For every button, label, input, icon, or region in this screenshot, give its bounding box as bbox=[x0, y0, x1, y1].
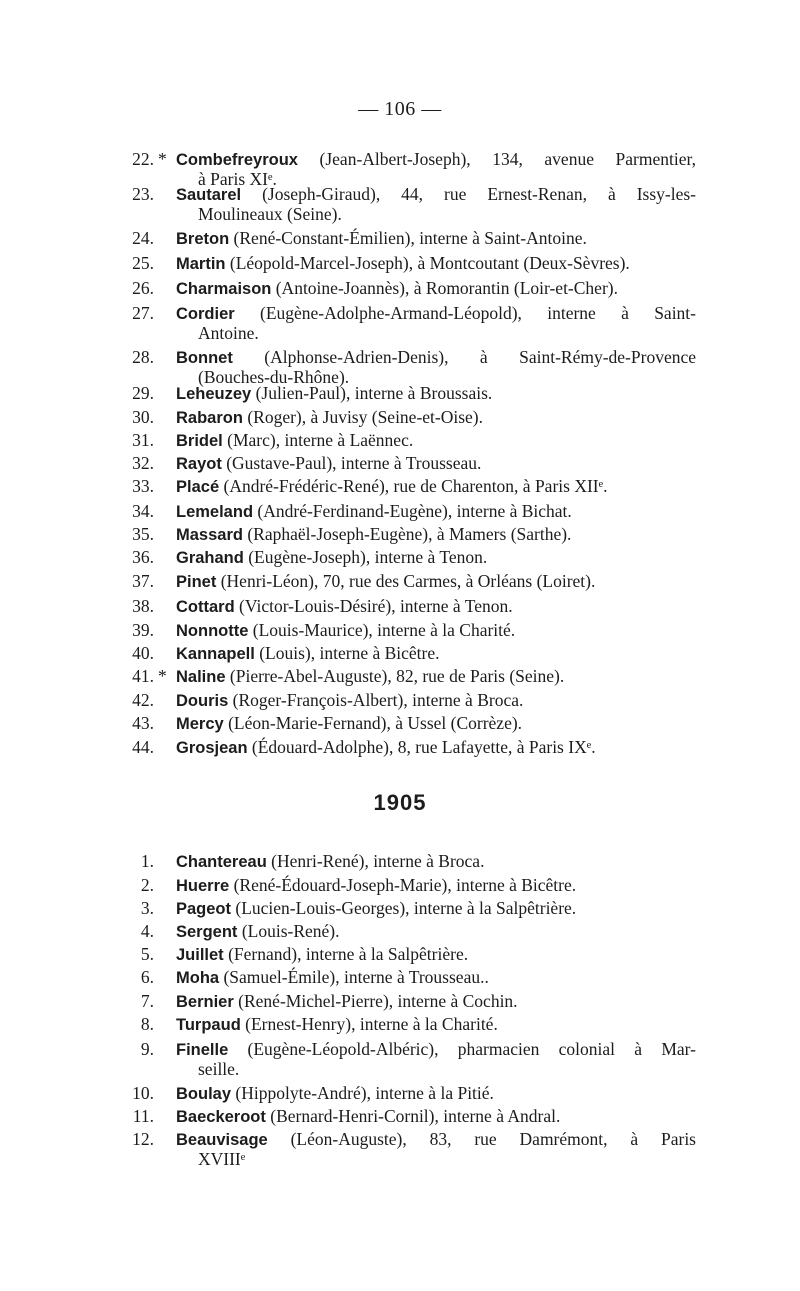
entry-text bbox=[176, 714, 696, 734]
entry-text bbox=[176, 738, 696, 758]
person-details: (André-Ferdinand-Eugène), interne à Bichat. bbox=[253, 501, 572, 521]
entry-first-line bbox=[176, 690, 523, 710]
entry-text bbox=[176, 667, 696, 687]
entry-first-line bbox=[176, 1129, 696, 1149]
person-name: Breton bbox=[176, 230, 230, 248]
entry-text bbox=[176, 477, 696, 497]
person-name: Boulay bbox=[176, 1085, 232, 1103]
person-details: (Louis), interne à Bicêtre. bbox=[254, 643, 440, 663]
entry-text bbox=[176, 852, 696, 872]
person-name: Grahand bbox=[176, 549, 244, 567]
entry-number: 4. bbox=[140, 921, 154, 941]
entry-continuation: Moulineaux (Seine). bbox=[198, 204, 342, 224]
entry-number: 22. bbox=[132, 149, 154, 169]
entry-number: 29. bbox=[132, 383, 154, 403]
entry-number: 12. bbox=[132, 1129, 154, 1149]
entry-text bbox=[176, 304, 696, 343]
entry-text bbox=[176, 229, 696, 249]
person-name: Beauvisage bbox=[176, 1131, 268, 1149]
entry-first-line bbox=[176, 737, 596, 757]
entry-number: 32. bbox=[132, 453, 154, 473]
entry-first-line bbox=[176, 407, 483, 427]
person-details: (Ernest-Henry), interne à la Charité. bbox=[240, 1014, 498, 1034]
entry-number: 7. bbox=[140, 991, 154, 1011]
entry-text bbox=[176, 691, 696, 711]
entry-number: 23. bbox=[132, 184, 154, 204]
person-details: (René-Édouard-Joseph-Marie), interne à Bicêtre. bbox=[229, 875, 577, 895]
entry-text bbox=[176, 1015, 696, 1035]
entry-number: 37. bbox=[132, 571, 154, 591]
entry-text bbox=[176, 454, 696, 474]
entry-first-line bbox=[176, 1083, 494, 1103]
person-details: (Roger-François-Albert), interne à Broca. bbox=[228, 690, 524, 710]
entry-number: 5. bbox=[140, 944, 154, 964]
person-details: (Victor-Louis-Désiré), interne à Tenon. bbox=[234, 596, 513, 616]
entry-text bbox=[176, 254, 696, 274]
entry-text bbox=[176, 945, 696, 965]
person-name: Baeckeroot bbox=[176, 1108, 266, 1126]
person-name: Bonnet bbox=[176, 349, 233, 367]
entry-first-line bbox=[176, 453, 481, 473]
entry-number: 24. bbox=[132, 228, 154, 248]
person-details: (Gustave-Paul), interne à Trousseau. bbox=[221, 453, 482, 473]
person-name: Mercy bbox=[176, 715, 224, 733]
person-name: Nonnotte bbox=[176, 622, 249, 640]
person-name: Moha bbox=[176, 969, 220, 987]
person-details: (Eugène-Adolphe-Armand-Léopold), interne à Saint- bbox=[234, 303, 696, 323]
entry-first-line bbox=[176, 967, 489, 987]
entry-text bbox=[176, 899, 696, 919]
year-heading: 1905 bbox=[373, 790, 427, 815]
person-details: (René-Michel-Pierre), interne à Cochin. bbox=[233, 991, 518, 1011]
person-name: Martin bbox=[176, 255, 226, 273]
person-details: (Henri-René), interne à Broca. bbox=[266, 851, 485, 871]
entry-number: 31. bbox=[132, 430, 154, 450]
entry-number: 1. bbox=[140, 851, 154, 871]
entry-number: 43. bbox=[132, 713, 154, 733]
entry-first-line bbox=[176, 1106, 560, 1126]
entry-number: 26. bbox=[132, 278, 154, 298]
person-details: (Marc), interne à Laënnec. bbox=[222, 430, 414, 450]
entry-number: 44. bbox=[132, 737, 154, 757]
entry-number: 25. bbox=[132, 253, 154, 273]
entry-continuation: Antoine. bbox=[198, 323, 259, 343]
entry-first-line bbox=[176, 851, 484, 871]
entry-number: 38. bbox=[132, 596, 154, 616]
person-details: (Joseph-Giraud), 44, rue Ernest-Renan, à Issy-les- bbox=[241, 184, 696, 204]
person-details: (Antoine-Joannès), à Romorantin (Loir-et-Cher). bbox=[271, 278, 618, 298]
entry-text bbox=[176, 922, 696, 942]
entry-first-line bbox=[176, 991, 518, 1011]
person-name: Bernier bbox=[176, 993, 234, 1011]
entry-text bbox=[176, 384, 696, 404]
person-details: (Eugène-Joseph), interne à Tenon. bbox=[243, 547, 488, 567]
person-details: (Roger), à Juvisy (Seine-et-Oise). bbox=[242, 407, 484, 427]
entry-text bbox=[176, 876, 696, 896]
person-name: Combefreyroux bbox=[176, 151, 298, 169]
entry-number: 28. bbox=[132, 347, 154, 367]
person-name: Massard bbox=[176, 526, 243, 544]
entry-text bbox=[176, 348, 696, 387]
entry-number: 33. bbox=[132, 476, 154, 496]
person-details: (Louis-Maurice), interne à la Charité. bbox=[248, 620, 516, 640]
entry-continuation: à Paris XIᵉ. bbox=[198, 169, 277, 189]
asterisk-mark: * bbox=[158, 666, 167, 686]
person-details: (Léon-Auguste), 83, rue Damrémont, à Paris bbox=[267, 1129, 696, 1149]
entry-text bbox=[176, 621, 696, 641]
page-number: — 106 — bbox=[358, 98, 442, 120]
person-name: Sautarel bbox=[176, 186, 242, 204]
person-name: Sergent bbox=[176, 923, 238, 941]
entry-first-line bbox=[176, 430, 413, 450]
person-details: (Bernard-Henri-Cornil), interne à Andral. bbox=[265, 1106, 561, 1126]
person-name: Bridel bbox=[176, 432, 223, 450]
entry-first-line bbox=[176, 501, 572, 521]
person-details: (Julien-Paul), interne à Broussais. bbox=[251, 383, 493, 403]
entry-first-line bbox=[176, 1014, 498, 1034]
person-details: (Léopold-Marcel-Joseph), à Montcoutant (Deux-Sèvres). bbox=[225, 253, 630, 273]
entry-number: 42. bbox=[132, 690, 154, 710]
entry-first-line bbox=[176, 944, 468, 964]
entry-text bbox=[176, 1107, 696, 1127]
person-name: Kannapell bbox=[176, 645, 255, 663]
entry-text bbox=[176, 968, 696, 988]
person-details: (Samuel-Émile), interne à Trousseau.. bbox=[219, 967, 489, 987]
entry-number: 39. bbox=[132, 620, 154, 640]
person-name: Cordier bbox=[176, 305, 235, 323]
entry-first-line bbox=[176, 643, 440, 663]
entry-number: 3. bbox=[140, 898, 154, 918]
entry-first-line bbox=[176, 898, 576, 918]
person-name: Finelle bbox=[176, 1041, 229, 1059]
entry-text bbox=[176, 597, 696, 617]
entry-first-line bbox=[176, 383, 492, 403]
entry-first-line bbox=[176, 278, 618, 298]
entry-first-line bbox=[176, 1039, 696, 1059]
person-details: (Hippolyte-André), interne à la Pitié. bbox=[231, 1083, 494, 1103]
entry-first-line bbox=[176, 149, 696, 169]
entry-number: 9. bbox=[140, 1039, 154, 1059]
entry-first-line bbox=[176, 571, 595, 591]
entry-text bbox=[176, 525, 696, 545]
entry-number: 6. bbox=[140, 967, 154, 987]
entry-text bbox=[176, 1130, 696, 1169]
entry-number: 2. bbox=[140, 875, 154, 895]
person-name: Grosjean bbox=[176, 739, 248, 757]
person-details: (Raphaël-Joseph-Eugène), à Mamers (Sarthe). bbox=[242, 524, 572, 544]
asterisk-mark: * bbox=[158, 149, 167, 169]
entry-text bbox=[176, 431, 696, 451]
entry-first-line bbox=[176, 620, 515, 640]
entry-number: 36. bbox=[132, 547, 154, 567]
person-name: Rabaron bbox=[176, 409, 243, 427]
entry-text bbox=[176, 408, 696, 428]
entry-number: 40. bbox=[132, 643, 154, 663]
entry-first-line bbox=[176, 253, 630, 273]
entry-continuation: (Bouches-du-Rhône). bbox=[198, 367, 350, 387]
person-name: Juillet bbox=[176, 946, 224, 964]
entry-number: 11. bbox=[132, 1106, 154, 1126]
person-name: Pageot bbox=[176, 900, 232, 918]
person-name: Douris bbox=[176, 692, 229, 710]
person-name: Naline bbox=[176, 668, 226, 686]
entry-text bbox=[176, 644, 696, 664]
person-name: Lemeland bbox=[176, 503, 254, 521]
entry-number: 30. bbox=[132, 407, 154, 427]
entry-text bbox=[176, 185, 696, 224]
entry-first-line bbox=[176, 524, 571, 544]
person-name: Cottard bbox=[176, 598, 235, 616]
person-details: (Louis-René). bbox=[237, 921, 340, 941]
entry-first-line bbox=[176, 184, 696, 204]
entry-first-line bbox=[176, 476, 607, 496]
entry-number: 41. bbox=[132, 666, 154, 686]
person-name: Chantereau bbox=[176, 853, 267, 871]
person-details: (Édouard-Adolphe), 8, rue Lafayette, à Paris IXᵉ. bbox=[247, 737, 596, 757]
person-name: Charmaison bbox=[176, 280, 272, 298]
entry-first-line bbox=[176, 875, 576, 895]
entry-first-line bbox=[176, 547, 487, 567]
entry-text bbox=[176, 548, 696, 568]
person-name: Turpaud bbox=[176, 1016, 241, 1034]
entry-number: 35. bbox=[132, 524, 154, 544]
entry-text bbox=[176, 1084, 696, 1104]
entry-text bbox=[176, 502, 696, 522]
entry-first-line bbox=[176, 303, 696, 323]
entry-first-line bbox=[176, 228, 587, 248]
entry-text bbox=[176, 572, 696, 592]
entry-text bbox=[176, 1040, 696, 1079]
entry-text bbox=[176, 992, 696, 1012]
person-name: Huerre bbox=[176, 877, 230, 895]
entry-first-line bbox=[176, 347, 696, 367]
entry-text bbox=[176, 279, 696, 299]
person-details: (Alphonse-Adrien-Denis), à Saint-Rémy-de-Provence bbox=[232, 347, 696, 367]
entry-number: 27. bbox=[132, 303, 154, 323]
entry-first-line bbox=[176, 596, 513, 616]
person-details: (Eugène-Léopold-Albéric), pharmacien colonial à Mar- bbox=[228, 1039, 696, 1059]
person-details: (Léon-Marie-Fernand), à Ussel (Corrèze). bbox=[223, 713, 523, 733]
entry-number: 34. bbox=[132, 501, 154, 521]
person-name: Placé bbox=[176, 478, 220, 496]
entry-number: 8. bbox=[140, 1014, 154, 1034]
entry-first-line bbox=[176, 666, 564, 686]
person-name: Leheuzey bbox=[176, 385, 252, 403]
person-details: (Henri-Léon), 70, rue des Carmes, à Orléans (Loiret). bbox=[216, 571, 596, 591]
person-details: (Pierre-Abel-Auguste), 82, rue de Paris (Seine). bbox=[225, 666, 565, 686]
person-details: (Fernand), interne à la Salpêtrière. bbox=[223, 944, 469, 964]
entry-first-line bbox=[176, 713, 522, 733]
person-details: (Lucien-Louis-Georges), interne à la Salpêtrière. bbox=[231, 898, 577, 918]
person-details: (Jean-Albert-Joseph), 134, avenue Parmentier, bbox=[297, 149, 696, 169]
entry-number: 10. bbox=[132, 1083, 154, 1103]
entry-continuation: XVIIIᵉ bbox=[198, 1149, 246, 1169]
person-name: Pinet bbox=[176, 573, 217, 591]
person-details: (André-Frédéric-René), rue de Charenton, à Paris XIIᵉ. bbox=[219, 476, 608, 496]
person-details: (René-Constant-Émilien), interne à Saint-Antoine. bbox=[229, 228, 587, 248]
entry-continuation: seille. bbox=[198, 1059, 240, 1079]
person-name: Rayot bbox=[176, 455, 222, 473]
entry-first-line bbox=[176, 921, 340, 941]
